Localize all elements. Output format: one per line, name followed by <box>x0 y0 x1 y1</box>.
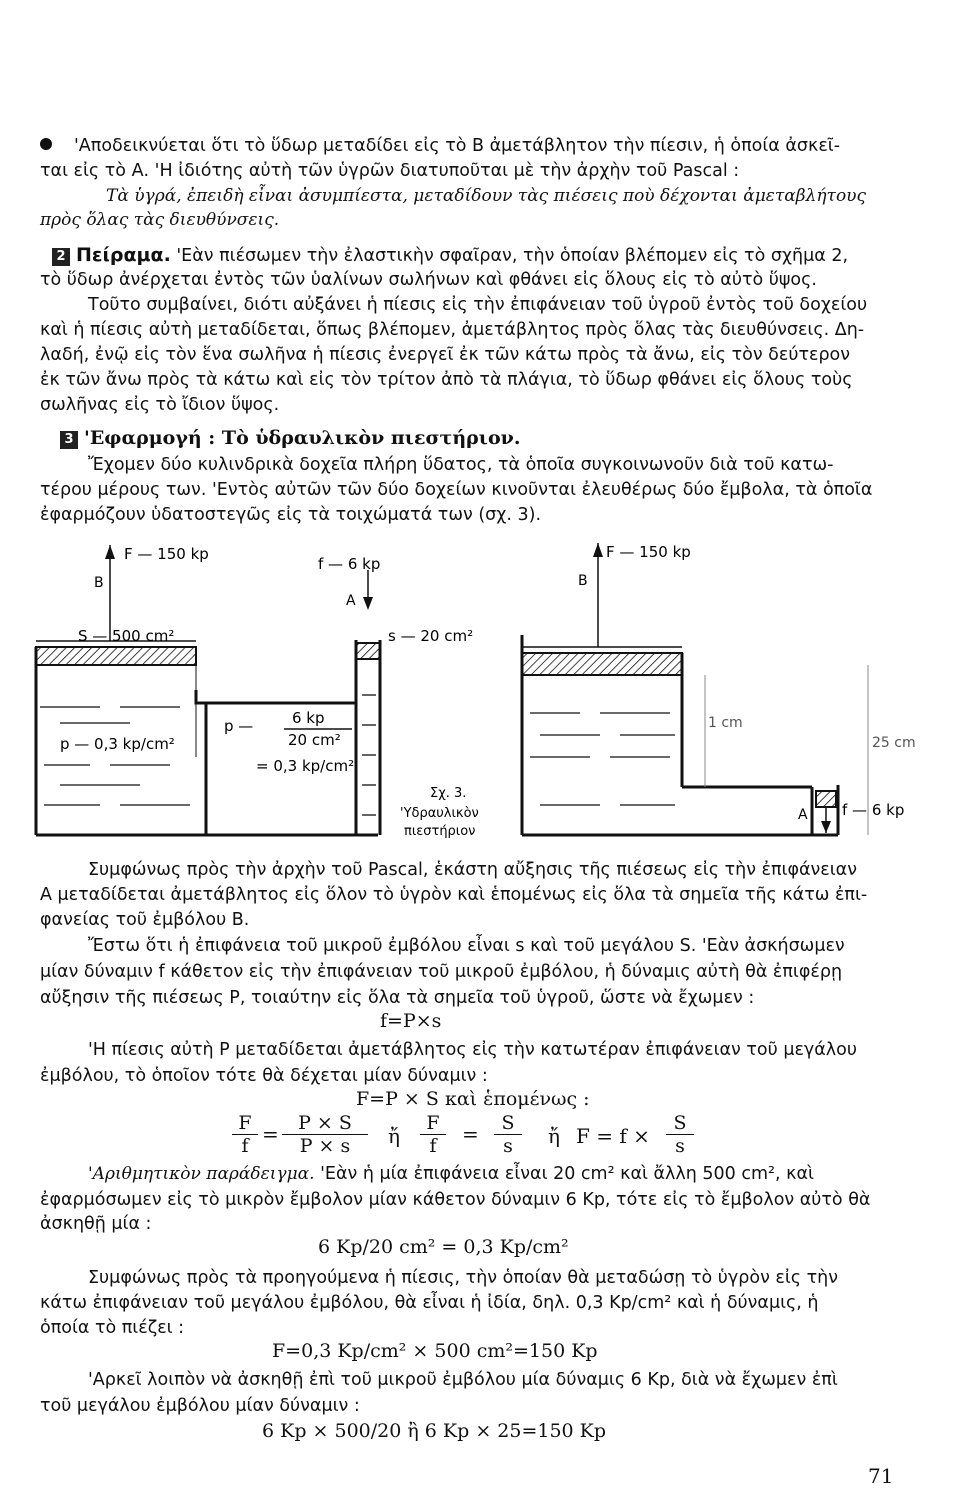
formula-F-equals-P-S: F=P × S καὶ ἑπομένως : <box>356 1088 590 1110</box>
label-f-small: f — 6 kp <box>318 555 381 573</box>
label-p-mid-num: 6 kp <box>292 709 325 727</box>
text-line-2: ται εἰς τὸ Α. 'Η ἰδιότης αὐτὴ τῶν ὑγρῶν διατυποῦται μὲ τὴν ἀρχὴν τοῦ Pascal : <box>40 161 740 181</box>
label-p-mid-res: = 0,3 kp/cm² <box>256 757 355 775</box>
equals-sign-2: = <box>462 1122 479 1146</box>
pascal-principle-line-2: πρὸς ὅλας τὰς διευθύνσεις. <box>40 210 280 230</box>
text-line-27: κάτω ἐπιφάνειαν τοῦ μεγάλου ἐμβόλου, θὰ εἶναι ἡ ἰδία, δηλ. 0,3 Kp/cm² καὶ ἡ δύναμις, ἡ <box>40 1293 819 1313</box>
section-2-text: 'Εὰν πιέσωμεν τὴν ἐλαστικὴν σφαῖραν, τὴν ὁποίαν βλέπομεν εἰς τὸ σχῆμα 2, <box>176 246 849 266</box>
hydraulic-press-figure <box>0 535 968 855</box>
text-line-20: αὔξησιν τῆς πιέσεως P, τοιαύτην εἰς ὅλα τὰ σημεῖα τοῦ ὑγροῦ, ὥστε νὰ ἔχωμεν : <box>40 988 755 1008</box>
section-2-number: 2 <box>52 248 70 266</box>
text-line-15: Συμφώνως πρὸς τὴν ἀρχὴν τοῦ Pascal, ἑκάστη αὔξησις τῆς πιέσεως εἰς τὴν ἐπιφάνειαν <box>88 860 857 880</box>
label-S: S — 500 cm² <box>78 627 175 645</box>
force-arrow-right <box>593 543 603 557</box>
label-1cm: 1 cm <box>708 715 743 731</box>
pascal-principle-line-1: Τὰ ὑγρά, ἐπειδὴ εἶναι ἀσυμπίεστα, μεταδίδουν τὰς πιέσεις ποὺ δέχονται ἀμεταβλήτους <box>106 186 867 206</box>
text-line-30: τοῦ μεγάλου ἐμβόλου μίαν δύναμιν : <box>40 1396 360 1416</box>
text-line-8: καὶ ἡ πίεσις αὐτὴ μεταδίδεται, ὅπως βλέπομεν, ἀμετάβλητος πρὸς ὅλας τὰς διευθύνσεις. Δη- <box>40 320 865 340</box>
label-25cm: 25 cm <box>872 735 916 751</box>
bullet-icon <box>40 138 52 150</box>
label-p-mid-den: 20 cm² <box>288 731 341 749</box>
section-3-heading <box>60 426 940 451</box>
text-line-16: Α μεταδίδεται ἀμετάβλητος εἰς ὅλον τὸ ὑγρὸν καὶ ἑπομένως εἰς ὅλα τὰ σημεῖα τῆς κάτω ἐπι- <box>40 885 868 905</box>
text-line-26: Συμφώνως πρὸς τὰ προηγούμενα ἡ πίεσις, τὴν ὁποίαν θὰ μεταδώσῃ τὸ ὑγρὸν εἰς τὴν <box>88 1268 839 1288</box>
force-arrow-left <box>105 545 115 559</box>
force-arrow-small <box>363 597 373 610</box>
text-line-14: ἐφαρμόζουν ὑδατοστεγῶς εἰς τὰ τοιχώματά των (σχ. 3). <box>40 505 542 525</box>
section-3-number: 3 <box>60 431 78 449</box>
text-line-24: ἐφαρμόσωμεν εἰς τὸ μικρὸν ἔμβολον μίαν κάθετον δύναμιν 6 Kp, τότε εἰς τὸ ἔμβολον αὐτὸ θὰ <box>40 1190 871 1210</box>
section-2-heading <box>52 243 932 268</box>
fraction-F-over-f-2: $\frac{F}{f}$ <box>420 1112 446 1157</box>
fraction-S-over-s: $\frac{S}{s}$ <box>494 1112 522 1157</box>
label-p-mid: p — <box>224 717 254 735</box>
text-line-29: 'Αρκεῖ λοιπὸν νὰ ἀσκηθῇ ἐπὶ τοῦ μικροῦ ἐμβόλου μία δύναμις 6 Kp, διὰ νὰ ἔχωμεν ἐπὶ <box>88 1370 838 1390</box>
text-line-1: 'Αποδεικνύεται ὅτι τὸ ὕδωρ μεταδίδει εἰς τὸ Β ἀμετάβλητον τὴν πίεσιν, ἡ ὁποία ἀσκεῖ- <box>40 134 920 158</box>
text-line-22: ἐμβόλου, τὸ ὁποῖον τότε θὰ δέχεται μίαν δύναμιν : <box>40 1066 488 1086</box>
label-p-left: p — 0,3 kp/cm² <box>60 735 175 753</box>
label-B-left: B <box>94 575 104 591</box>
right-large-piston <box>522 653 682 675</box>
text-line-18: Ἔστω ὅτι ἡ ἐπιφάνεια τοῦ μικροῦ ἐμβόλου εἶναι s καὶ τοῦ μεγάλου S. 'Εὰν ἀσκήσωμεν <box>88 936 845 956</box>
label-A-right: A <box>798 807 808 823</box>
text-line-25: ἀσκηθῇ μία : <box>40 1214 152 1234</box>
caption-line-3: πιεστήριον <box>404 824 476 839</box>
fraction-F-over-f: $\frac{F}{f}$ <box>232 1112 258 1157</box>
text-line-13: τέρου μέρους των. 'Εντὸς αὐτῶν τῶν δύο δοχείων κινοῦνται ἐλευθέρως δύο ἔμβολα, τὰ ὁποῖα <box>40 480 873 500</box>
formula-f-equals-p-s: f=P×s <box>380 1010 442 1032</box>
equals-sign-1: = <box>262 1122 279 1146</box>
section-3-title: 'Εφαρμογή : Τὸ ὑδραυλικὸν πιεστήριον. <box>84 427 521 449</box>
caption-line-2: 'Υδραυλικὸν <box>400 806 479 821</box>
left-large-piston <box>36 647 196 665</box>
section-2-title: Πείραμα. <box>76 244 171 266</box>
formula-F-150kp: F=0,3 Kp/cm² × 500 cm²=150 Kp <box>272 1340 598 1362</box>
fraction-PS-over-Ps: $\frac{P \times S}{P \times s}$ <box>282 1112 368 1157</box>
label-F-right: F — 150 kp <box>606 543 691 561</box>
label-f-right: f — 6 kp <box>842 801 905 819</box>
small-tube <box>356 640 380 835</box>
page-number: 71 <box>868 1464 894 1488</box>
label-F-left: F — 150 kp <box>124 545 209 563</box>
text-line-23: 'Αριθμητικὸν παράδειγμα. 'Εὰν ἡ μία ἐπιφάνεια εἶναι 20 cm² καὶ ἄλλη 500 cm², καὶ <box>88 1164 814 1184</box>
text-line-10: ἐκ τῶν ἄνω πρὸς τὰ κάτω καὶ εἰς τὸν τρίτον ἀπὸ τὰ πλάγια, τὸ ὕδωρ φθάνει εἰς ὅλους τοὺς <box>40 370 853 390</box>
or-word-1: ἤ <box>388 1124 400 1148</box>
fraction-S-over-s-2: $\frac{S}{s}$ <box>666 1112 694 1157</box>
formula-F-f-times: F = f × <box>576 1124 650 1148</box>
text-line-12: Ἔχομεν δύο κυλινδρικὰ δοχεῖα πλήρη ὕδατος, τὰ ὁποῖα συγκοινωνοῦν διὰ τοῦ κατω- <box>88 455 834 475</box>
text-line-6: τὸ ὕδωρ ἀνέρχεται ἐντὸς τῶν ὑαλίνων σωλήνων καὶ φθάνει εἰς ὅλους εἰς τὸ αὐτὸ ὕψος. <box>40 270 817 290</box>
numerical-example-label: 'Αριθμητικὸν παράδειγμα. <box>88 1164 315 1184</box>
text-line-17: φανείας τοῦ ἐμβόλου Β. <box>40 910 250 930</box>
label-A-small: A <box>346 593 356 609</box>
formula-6kp-over-20: 6 Kp/20 cm² = 0,3 Kp/cm² <box>318 1236 569 1258</box>
formula-final-result: 6 Kp × 500/20 ἢ 6 Kp × 25=150 Kp <box>262 1420 607 1442</box>
text-line-21: 'Η πίεσις αὐτὴ P μεταδίδεται ἀμετάβλητος εἰς τὴν κατωτέραν ἐπιφάνειαν τοῦ μεγάλου <box>88 1040 858 1060</box>
text-line-19: μίαν δύναμιν f κάθετον εἰς τὴν ἐπιφάνειαν τοῦ μικροῦ ἐμβόλου, ἡ δύναμις αὐτὴ θὰ ἐπιφέρῃ <box>40 962 843 982</box>
label-s: s — 20 cm² <box>388 627 474 645</box>
text-line-11: σωλῆνας εἰς τὸ ἴδιον ὕψος. <box>40 395 280 415</box>
or-word-2: ἤ <box>548 1124 560 1148</box>
text-line-28: ὁποία τὸ πιέζει : <box>40 1318 185 1338</box>
label-B-right: B <box>578 573 588 589</box>
caption-line-1: Σχ. 3. <box>430 786 467 801</box>
small-piston <box>356 643 380 659</box>
text-line-9: λαδή, ἐνῷ εἰς τὸν ἕνα σωλῆνα ἡ πίεσις ἐνεργεῖ ἐκ τῶν κάτω πρὸς τὰ ἄνω, εἰς τὸν δεύτερον <box>40 345 851 365</box>
text-line-7: Τοῦτο συμβαίνει, διότι αὐξάνει ἡ πίεσις εἰς τὴν ἐπιφάνειαν τοῦ ὑγροῦ ἐντὸς τοῦ δοχείου <box>88 295 868 315</box>
